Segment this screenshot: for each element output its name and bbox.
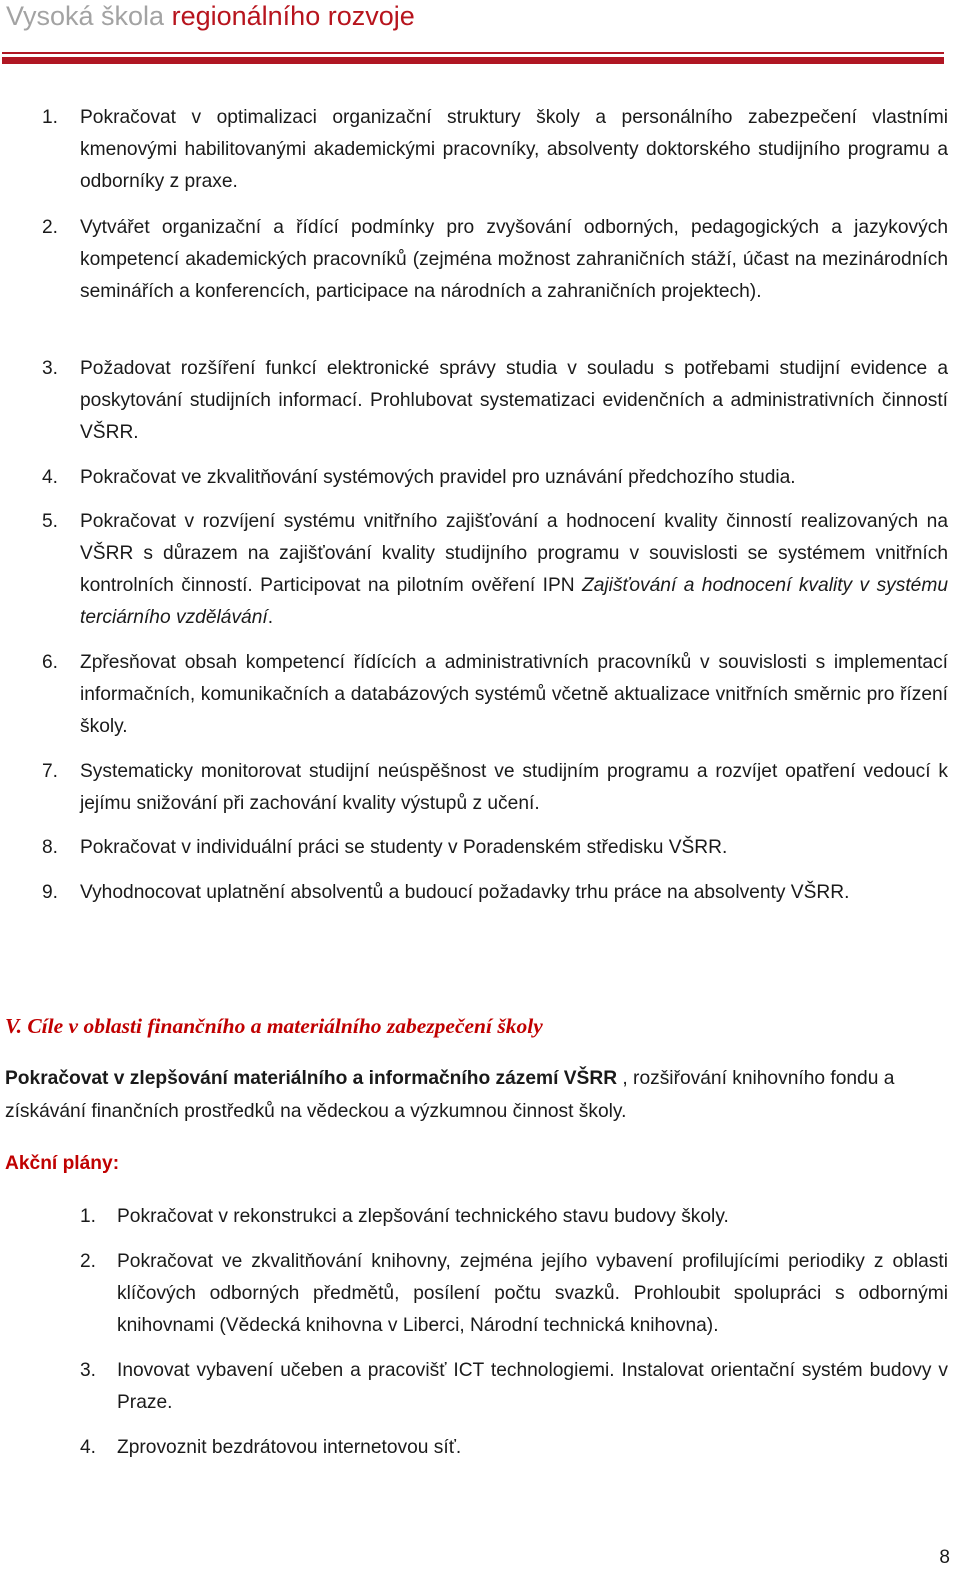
- list-item-number: 2.: [42, 217, 59, 238]
- list-item-text: Zpřesňovat obsah kompetencí řídících a administrativních pracovníků v souvislosti s implementací informačních, komunikačních a databázových systémů včetně aktualizace vnitřních směrnic pro řízení školy.: [80, 652, 948, 737]
- list-item-text: Pokračovat v optimalizaci organizační struktury školy a personálního zabezpečení vlastními kmenovými habilitovanými akademickými pracovníky, absolventy doktorského studijního programu a odborníky z praxe.: [80, 107, 948, 192]
- list-item-text: Inovovat vybavení učeben a pracovišť ICT technologiemi. Instalovat orientační systém budovy v Praze.: [117, 1360, 948, 1413]
- action-plans-list: [80, 1201, 950, 1471]
- list-item-text: [80, 506, 948, 634]
- list-item-number: 5.: [42, 511, 59, 532]
- list-item-text: Vytvářet organizační a řídící podmínky pro zvyšování odborných, pedagogických a jazykových kompetencí akademických pracovníků (zejména možnost zahraničních stáží, účast na mezinárodních seminářích a konferencích, participace na národních a zahraničních projektech).: [80, 217, 948, 302]
- list-item-text-end: .: [267, 607, 274, 628]
- title-part-school: Vysoká škola: [6, 1, 165, 31]
- project-title: Zajišťování a hodnocení kvality v systému terciárního vzdělávání: [80, 575, 949, 628]
- objectives-list: [42, 102, 950, 922]
- page-number: 8: [939, 1547, 950, 1568]
- list-item-text-main: Pokračovat v rozvíjení systému vnitřního zajišťování a hodnocení kvality činností realizovaných na VŠRR s důrazem na zajišťování kvality studijního programu v souvislosti se systémem vnitřních kontrolních činností. Participovat na pilotním ověření IPN: [80, 511, 948, 596]
- list-item-number: 6.: [42, 652, 59, 673]
- list-item-number: 3.: [42, 358, 59, 379]
- list-item-number: 4.: [42, 467, 59, 488]
- list-item-number: 3.: [80, 1360, 97, 1381]
- goal-text: , rozšiřování knihovního fondu a získávání finančních prostředků na vědeckou a výzkumnou činnost školy.: [5, 1068, 895, 1122]
- list-item-text: Zprovoznit bezdrátovou internetovou síť.: [117, 1437, 462, 1458]
- action-plans-heading: Akční plány:: [5, 1153, 120, 1174]
- list-item-number: 7.: [42, 761, 59, 782]
- list-item-number: 2.: [80, 1251, 97, 1272]
- section-goal: [5, 1062, 949, 1128]
- list-item-number: 1.: [42, 107, 59, 128]
- list-item-number: 8.: [42, 837, 59, 858]
- list-item-text: Pokračovat ve zkvalitňování systémových pravidel pro uznávání předchozího studia.: [80, 467, 796, 488]
- header-rule-thick: [2, 57, 944, 64]
- institution-title: [6, 0, 415, 32]
- list-item-text: Požadovat rozšíření funkcí elektronické správy studia v souladu s potřebami studijní evidence a poskytování studijních informací. Prohlubovat systematizaci evidenčních a administrativních činností VŠRR.: [80, 358, 948, 443]
- list-item-text: Pokračovat v individuální práci se studenty v Poradenském středisku VŠRR.: [80, 837, 728, 858]
- header-rule-thin: [2, 52, 944, 54]
- page-header: [4, 0, 946, 36]
- list-item-text: Pokračovat ve zkvalitňování knihovny, zejména jejího vybavení profilujícími periodiky z oblasti klíčových odborných předmětů, posílení počtu svazků. Prohloubit spolupráci s odbornými knihovnami (Vědecká knihovna v Liberci, Národní technická knihovna).: [117, 1251, 948, 1336]
- list-item-text: Pokračovat v rekonstrukci a zlepšování technického stavu budovy školy.: [117, 1206, 729, 1227]
- goal-bold-text: Pokračovat v zlepšování materiálního a informačního zázemí VŠRR: [5, 1068, 618, 1089]
- list-item-number: 1.: [80, 1206, 97, 1227]
- list-item-text: Vyhodnocovat uplatnění absolventů a budoucí požadavky trhu práce na absolventy VŠRR.: [80, 882, 850, 903]
- list-item-text: Systematicky monitorovat studijní neúspěšnost ve studijním programu a rozvíjet opatření vedoucí k jejímu snižování při zachování kvality výstupů z učení.: [80, 761, 948, 814]
- title-part-region: regionálního rozvoje: [171, 1, 415, 31]
- section-heading: V. Cíle v oblasti finančního a materiálního zabezpečení školy: [5, 1014, 543, 1038]
- list-item-number: 4.: [80, 1437, 97, 1458]
- list-item-number: 9.: [42, 882, 59, 903]
